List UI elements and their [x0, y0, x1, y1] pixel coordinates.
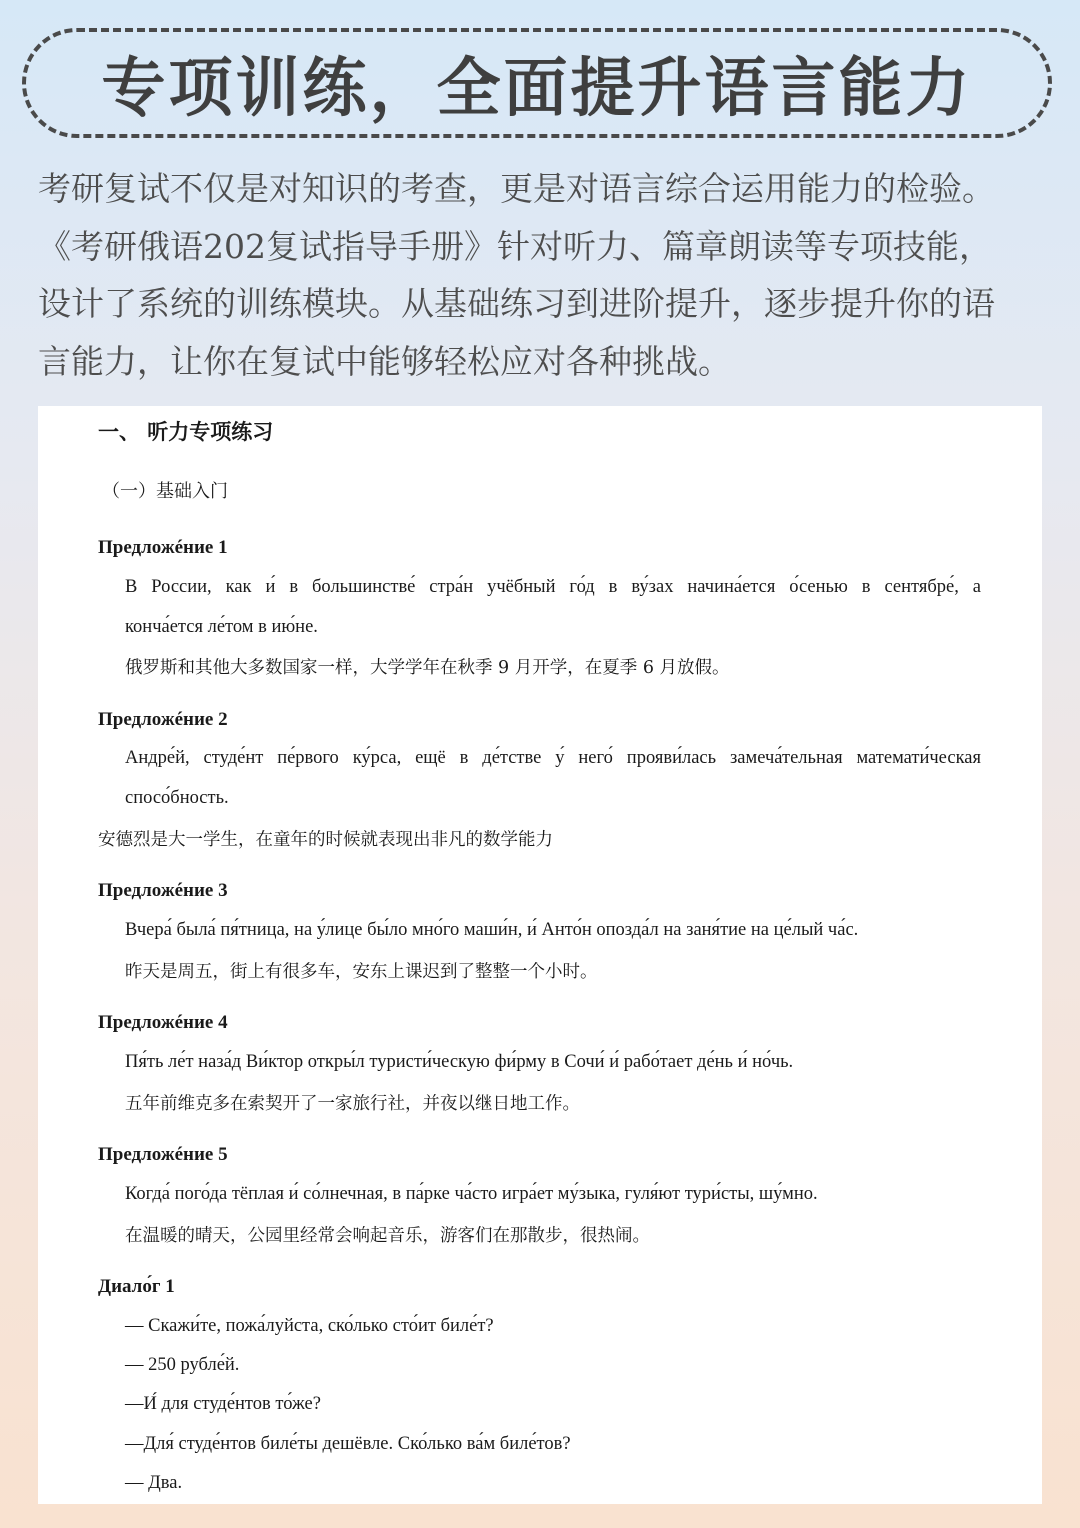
- dialog-line: — 250 рубле́й.: [125, 1355, 240, 1375]
- section-heading: 一、 听力专项练习: [98, 420, 274, 444]
- sentence-5-translation: 在温暖的晴天，公园里经常会响起音乐，游客们在那散步，很热闹。: [125, 1226, 650, 1246]
- sentence-3-russian: Вчера́ была́ пя́тница, на у́лице бы́ло мно́го маши́н, и́ Анто́н опозда́л на заня́тие на це́лый ча́с.: [125, 920, 859, 940]
- sentence-1-heading: Предложéние 1: [98, 537, 228, 558]
- sentence-2-russian: Андре́й, студе́нт пе́рвого ку́рса, ещё в де́тстве у́ него́ прояви́лась замеча́тельная математи́ческая: [125, 748, 981, 768]
- intro-line: 言能力，让你在复试中能够轻松应对各种挑战。: [38, 341, 731, 381]
- sentence-1-russian-cont: конча́ется ле́том в ию́не.: [125, 617, 318, 637]
- dialog-1-heading: Диало́г 1: [98, 1276, 175, 1297]
- sentence-3-heading: Предложéние 3: [98, 880, 228, 901]
- dialog-line: — Два.: [125, 1473, 183, 1493]
- intro-line: 考研复试不仅是对知识的考查，更是对语言综合运用能力的检验。: [38, 169, 995, 208]
- sentence-2-translation: 安德烈是大一学生，在童年的时候就表现出非凡的数学能力: [98, 830, 553, 850]
- sentence-1-russian: В России, как и́ в большинстве́ стра́н учёбный го́д в ву́зах начина́ется о́сенью в сентябре́, а: [125, 577, 981, 597]
- sentence-4-russian: Пя́ть ле́т наза́д Ви́ктор откры́л туристи́ческую фи́рму в Сочи́ и́ рабо́тает де́нь и́ но́чь.: [125, 1052, 794, 1072]
- dialog-line: —Для́ студе́нтов биле́ты дешёвле. Ско́лько ва́м биле́тов?: [125, 1434, 571, 1454]
- dialog-line: —И́ для студе́нтов то́же?: [125, 1394, 321, 1414]
- dialog-line: — Скажи́те, пожа́луйста, ско́лько сто́ит биле́т?: [125, 1316, 494, 1336]
- intro-paragraph: [38, 160, 1048, 390]
- page-title: 专项训练，全面提升语言能力: [101, 52, 973, 126]
- sentence-2-russian-cont: спосо́бность.: [125, 788, 229, 808]
- sentence-1-translation: 俄罗斯和其他大多数国家一样，大学学年在秋季 9 月开学，在夏季 6 月放假。: [125, 658, 730, 678]
- sentence-4-heading: Предложéние 4: [98, 1012, 228, 1033]
- document-page: [38, 406, 1042, 1504]
- intro-line: 设计了系统的训练模块。从基础练习到进阶提升，逐步提升你的语: [38, 284, 995, 323]
- title-banner: [22, 28, 1052, 138]
- sentence-5-heading: Предложéние 5: [98, 1144, 228, 1165]
- sentence-4-translation: 五年前维克多在索契开了一家旅行社，并夜以继日地工作。: [125, 1094, 580, 1114]
- sentence-3-translation: 昨天是周五，街上有很多车，安东上课迟到了整整一个小时。: [125, 962, 598, 982]
- sentence-2-heading: Предложéние 2: [98, 709, 228, 730]
- intro-line: 《考研俄语202复试指导手册》针对听力、篇章朗读等专项技能，: [38, 226, 992, 266]
- subsection-heading: （一）基础入门: [102, 481, 228, 502]
- sentence-5-russian: Когда́ пого́да тёплая и́ со́лнечная, в па́рке ча́сто игра́ет му́зыка, гуля́ют тури́сты, шу́мно.: [125, 1184, 818, 1204]
